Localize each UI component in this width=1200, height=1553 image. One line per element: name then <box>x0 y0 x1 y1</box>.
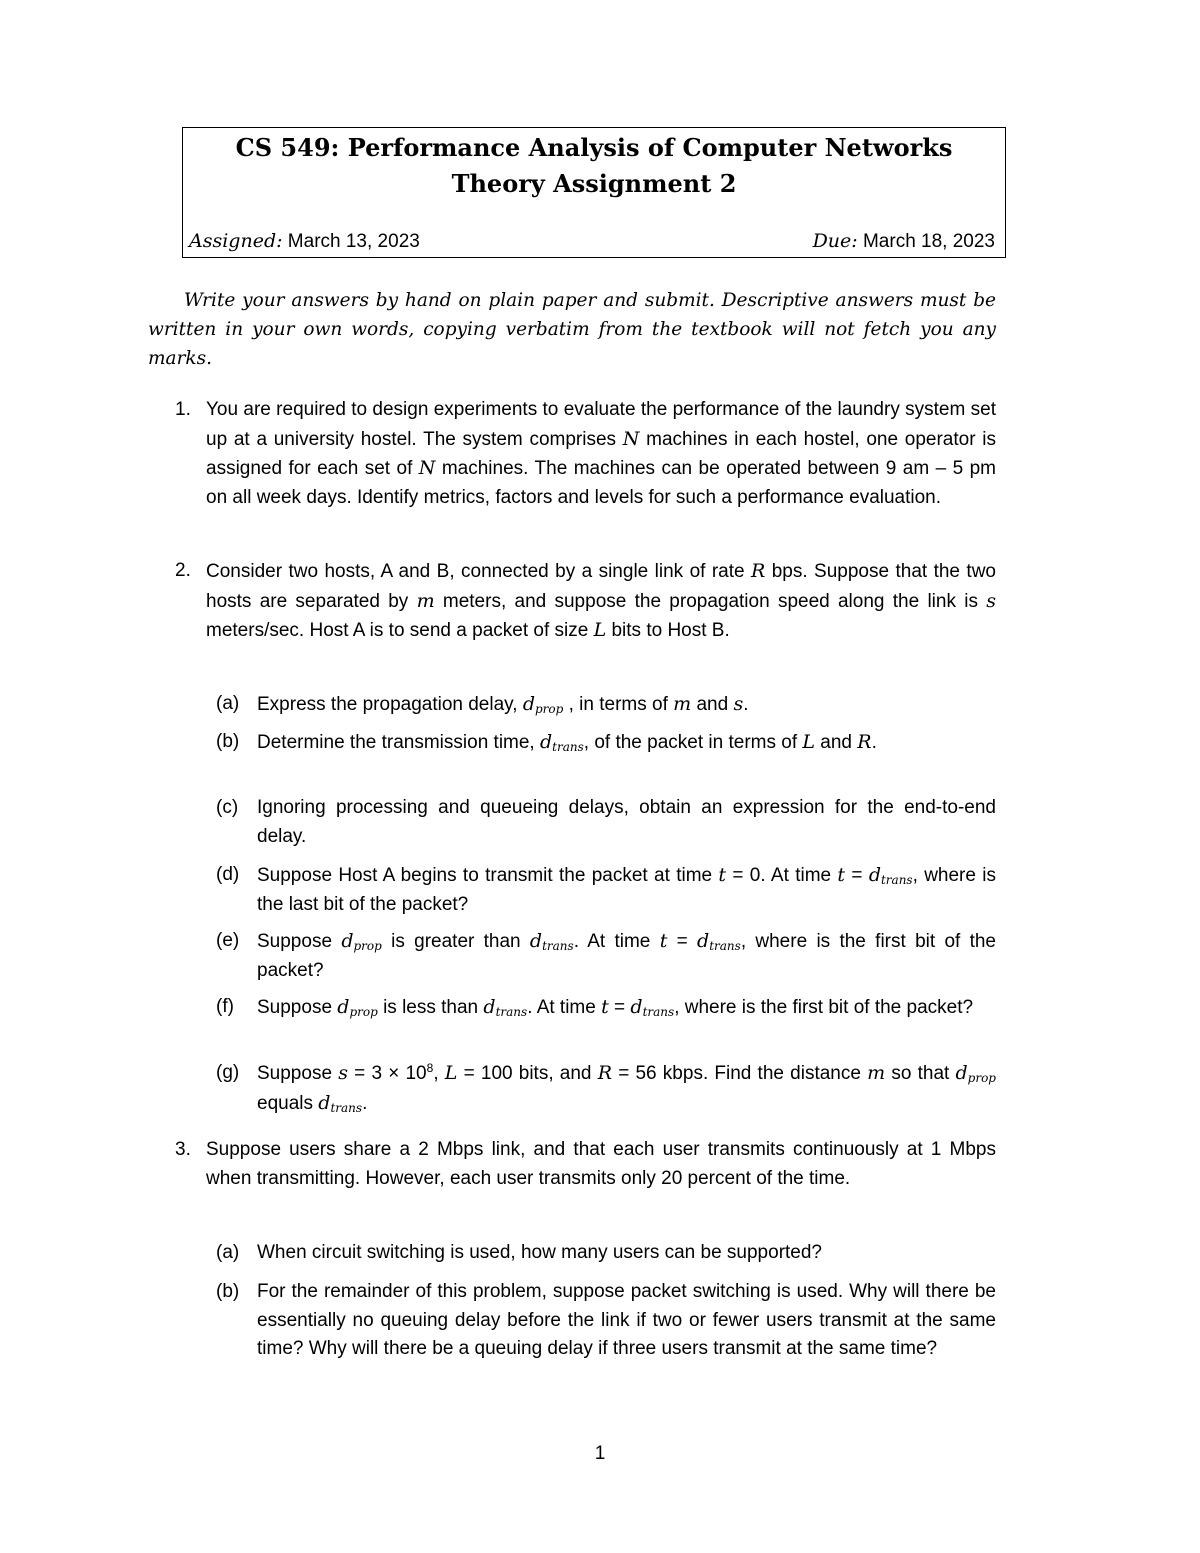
question-2g-label: (g) <box>216 1062 240 1083</box>
question-1-number: 1. <box>175 399 191 420</box>
question-3b-text: For the remainder of this problem, suppose packet switching is used. Why will there be essentially no queuing delay before the link if two or fewer users transmit at the same time? Why will there be a queuing delay if three users transmit at the same time? <box>257 1281 996 1359</box>
question-2a-text: Express the propagation delay, $d_{prop}$ , in terms of m and s. <box>257 693 749 716</box>
question-2f-text: Suppose $d_{prop}$ is less than $d_{trans}$. At time $t = d_{trans}$, where is the first bit of the packet? <box>257 996 974 1019</box>
question-3a-text: When circuit switching is used, how many users can be supported? <box>257 1242 822 1263</box>
question-2b-label: (b) <box>216 731 240 752</box>
due-date <box>813 228 995 255</box>
question-2d-text: Suppose Host A begins to transmit the packet at time t = 0. At time $t = d_{trans}$, where is the last bit of the packet? <box>257 864 996 915</box>
assigned-label: Assigned: <box>189 230 283 252</box>
due-label: Due: <box>812 230 858 252</box>
question-2-text: Consider two hosts, A and B, connected by a single link of rate R bps. Suppose that the two hosts are separated by m meters, and suppose the propagation speed along the link is s meters/sec. Host A is to send a packet of size L bits to Host B. <box>206 560 996 641</box>
question-3a-label: (a) <box>216 1242 240 1263</box>
question-2f-label: (f) <box>216 996 234 1017</box>
question-3b-label: (b) <box>216 1281 240 1302</box>
question-1-text: You are required to design experiments to evaluate the performance of the laundry system set up at a university hostel. The system comprises N machines in each hostel, one operator is assigned for each set of N machines. The machines can be operated between 9 am – 5 pm on all week days. Identify metrics, factors and levels for such a performance evaluation. <box>206 399 996 508</box>
question-2e-label: (e) <box>216 930 240 951</box>
question-3-text: Suppose users share a 2 Mbps link, and that each user transmits continuously at 1 Mbps when transmitting. However, each user transmits only 20 percent of the time. <box>206 1139 996 1189</box>
course-title: CS 549: Performance Analysis of Computer Networks <box>235 133 953 162</box>
assignment-title: Theory Assignment 2 <box>451 169 737 198</box>
due-date-value: March 18, 2023 <box>862 231 995 252</box>
question-3-number: 3. <box>175 1139 191 1160</box>
title-box <box>182 127 1006 258</box>
question-2a-label: (a) <box>216 693 240 714</box>
question-2c-text: Ignoring processing and queueing delays, obtain an expression for the end-to-end delay. <box>257 797 996 847</box>
assigned-date-value: March 13, 2023 <box>287 231 420 252</box>
question-2e-text: Suppose $d_{prop}$ is greater than $d_{trans}$. At time $t = d_{trans}$, where is the first bit of the packet? <box>257 930 996 981</box>
question-2-number: 2. <box>175 560 191 581</box>
question-2c-label: (c) <box>216 797 239 818</box>
assigned-date <box>189 228 420 255</box>
question-2b-text: Determine the transmission time, $d_{trans}$, of the packet in terms of L and R. <box>257 731 877 754</box>
instructions: Write your answers by hand on plain paper and submit. Descriptive answers must be written in your own words, copying verbatim from the textbook will not fetch you any marks. <box>148 290 996 369</box>
question-2d-label: (d) <box>216 864 240 885</box>
page-number: 1 <box>594 1443 606 1464</box>
question-2g-text: Suppose $s = 3 \times 10^8$, L = 100 bits, and R = 56 kbps. Find the distance m so that $d_{prop}$ equals $d_{trans}$. <box>257 1061 996 1115</box>
